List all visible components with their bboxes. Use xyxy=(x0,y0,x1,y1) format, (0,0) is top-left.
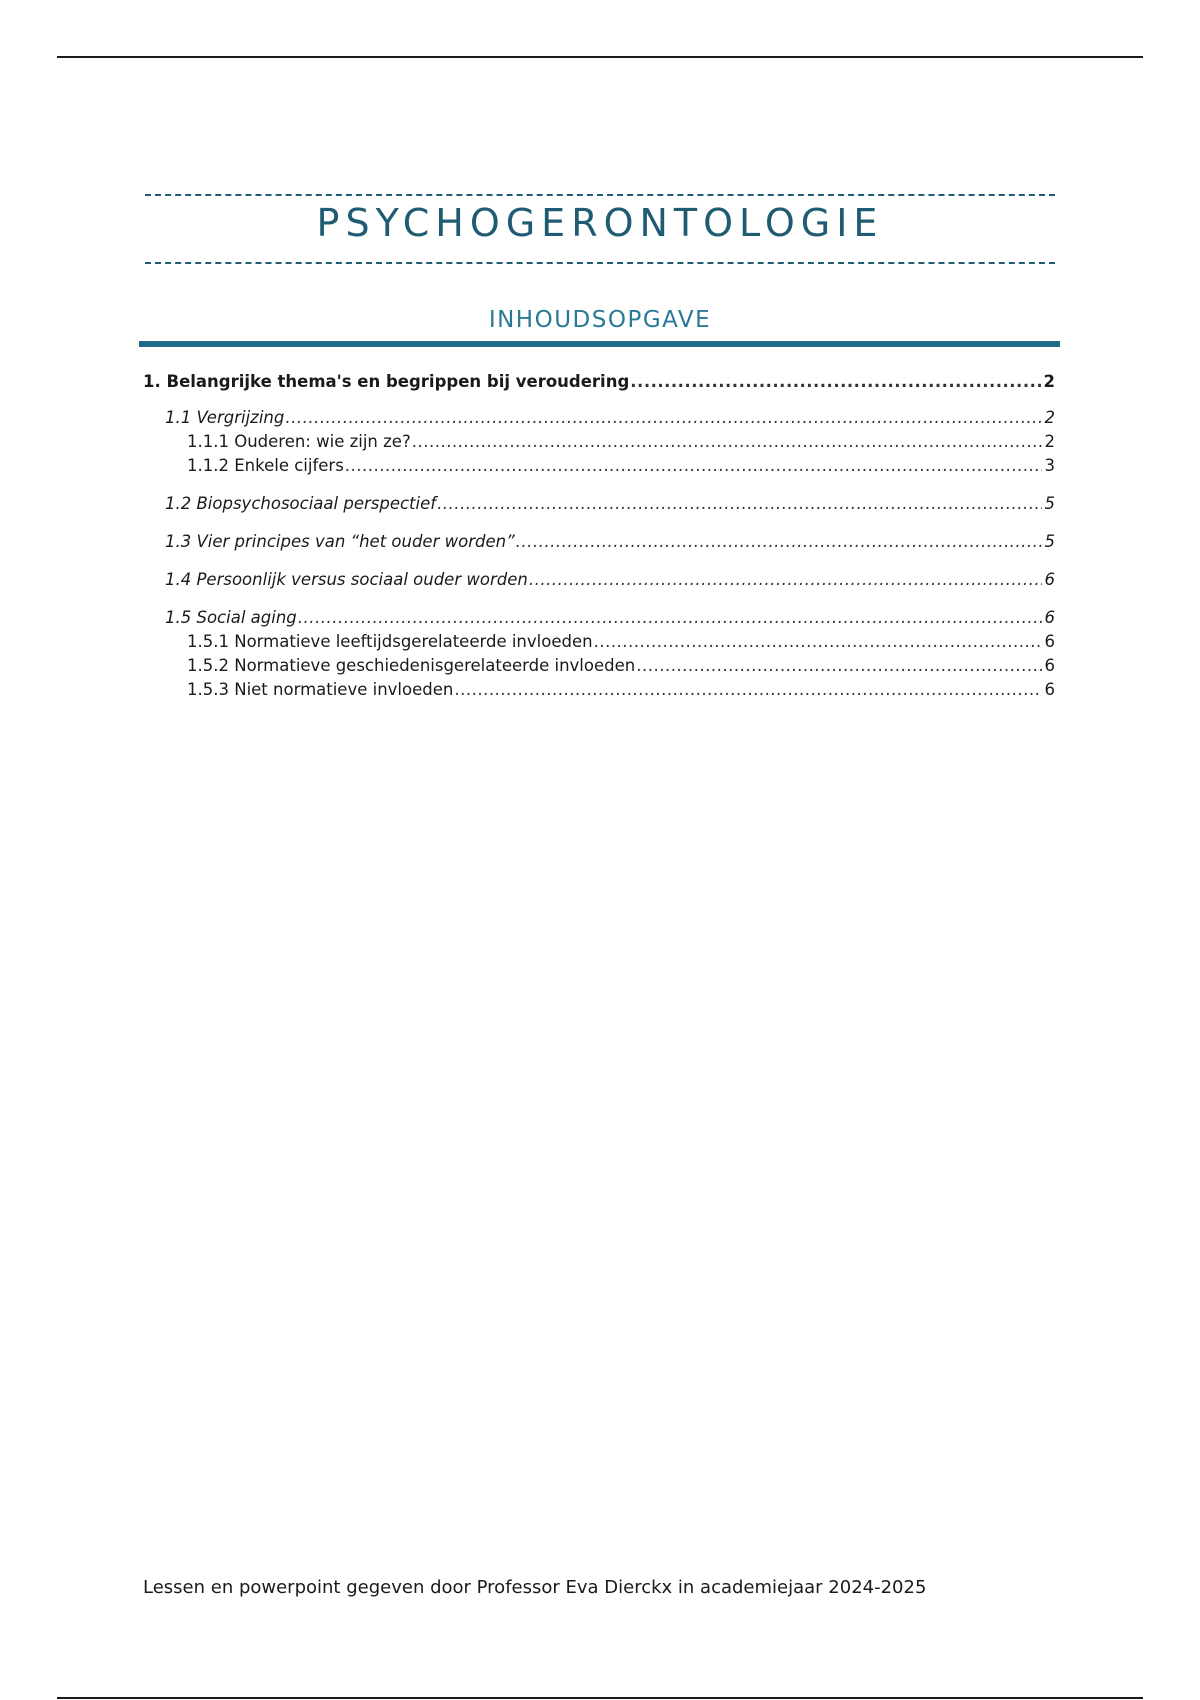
toc-entry-page: 5 xyxy=(1044,532,1055,551)
toc-entry-label: 1.1.1 Ouderen: wie zijn ze? xyxy=(187,432,411,451)
toc-entry-page: 6 xyxy=(1044,632,1055,651)
toc-dot-leader xyxy=(454,678,1041,702)
toc-entry-page: 6 xyxy=(1044,680,1055,699)
toc-entry[interactable] xyxy=(143,430,1055,454)
toc-dot-leader xyxy=(437,492,1041,516)
page-top-rule xyxy=(57,56,1143,58)
footer-note: Lessen en powerpoint gegeven door Professor Eva Dierckx in academiejaar 2024-2025 xyxy=(143,1577,927,1598)
toc-entry-page: 6 xyxy=(1044,570,1055,589)
toc-entry-page: 6 xyxy=(1044,656,1055,675)
table-of-contents xyxy=(143,370,1055,702)
toc-entry-page: 3 xyxy=(1044,456,1055,475)
toc-dot-leader xyxy=(594,630,1042,654)
toc-entry-page: 2 xyxy=(1044,408,1055,427)
toc-entry-label: 1.4 Persoonlijk versus sociaal ouder worden xyxy=(165,570,528,589)
toc-entry[interactable] xyxy=(143,630,1055,654)
title-dashed-rule-top xyxy=(145,194,1055,196)
toc-entry-page: 2 xyxy=(1044,432,1055,451)
toc-entry[interactable] xyxy=(143,530,1055,554)
toc-entry-page: 5 xyxy=(1044,494,1055,513)
toc-entry[interactable] xyxy=(143,606,1055,630)
toc-entry-label: 1.5.2 Normatieve geschiedenisgerelateerde invloeden xyxy=(187,656,636,675)
toc-entry[interactable] xyxy=(143,654,1055,678)
toc-dot-leader xyxy=(636,654,1041,678)
toc-entry-label: 1.5.1 Normatieve leeftijdsgerelateerde invloeden xyxy=(187,632,593,651)
toc-dot-leader xyxy=(298,606,1042,630)
toc-entry-label: 1.5.3 Niet normatieve invloeden xyxy=(187,680,454,699)
toc-dot-leader xyxy=(285,406,1041,430)
toc-entry[interactable] xyxy=(143,406,1055,430)
toc-entry-page: 6 xyxy=(1044,608,1055,627)
document-title: PSYCHOGERONTOLOGIE xyxy=(316,201,884,245)
toc-dot-leader xyxy=(630,370,1040,394)
toc-heading: INHOUDSOPGAVE xyxy=(488,307,712,333)
toc-dot-leader xyxy=(529,568,1042,592)
toc-entry[interactable] xyxy=(143,492,1055,516)
toc-entry-label: 1.1.2 Enkele cijfers xyxy=(187,456,344,475)
toc-heading-bar xyxy=(139,341,1060,347)
toc-dot-leader xyxy=(412,430,1042,454)
toc-entry[interactable] xyxy=(143,370,1055,394)
toc-entry-label: 1.1 Vergrijzing xyxy=(165,408,285,427)
title-dashed-rule-bottom xyxy=(145,262,1055,264)
toc-entry-page: 2 xyxy=(1043,372,1055,391)
toc-entry[interactable] xyxy=(143,454,1055,478)
toc-entry-label: 1.2 Biopsychosociaal perspectief xyxy=(165,494,437,513)
toc-entry-label: 1.3 Vier principes van “het ouder worden” xyxy=(165,532,515,551)
toc-entry[interactable] xyxy=(143,678,1055,702)
toc-entry[interactable] xyxy=(143,568,1055,592)
page-bottom-rule xyxy=(57,1697,1143,1699)
toc-dot-leader xyxy=(516,530,1042,554)
toc-entry-label: 1.5 Social aging xyxy=(165,608,297,627)
toc-entry-label: 1. Belangrijke thema's en begrippen bij veroudering xyxy=(143,372,630,391)
toc-dot-leader xyxy=(345,454,1042,478)
